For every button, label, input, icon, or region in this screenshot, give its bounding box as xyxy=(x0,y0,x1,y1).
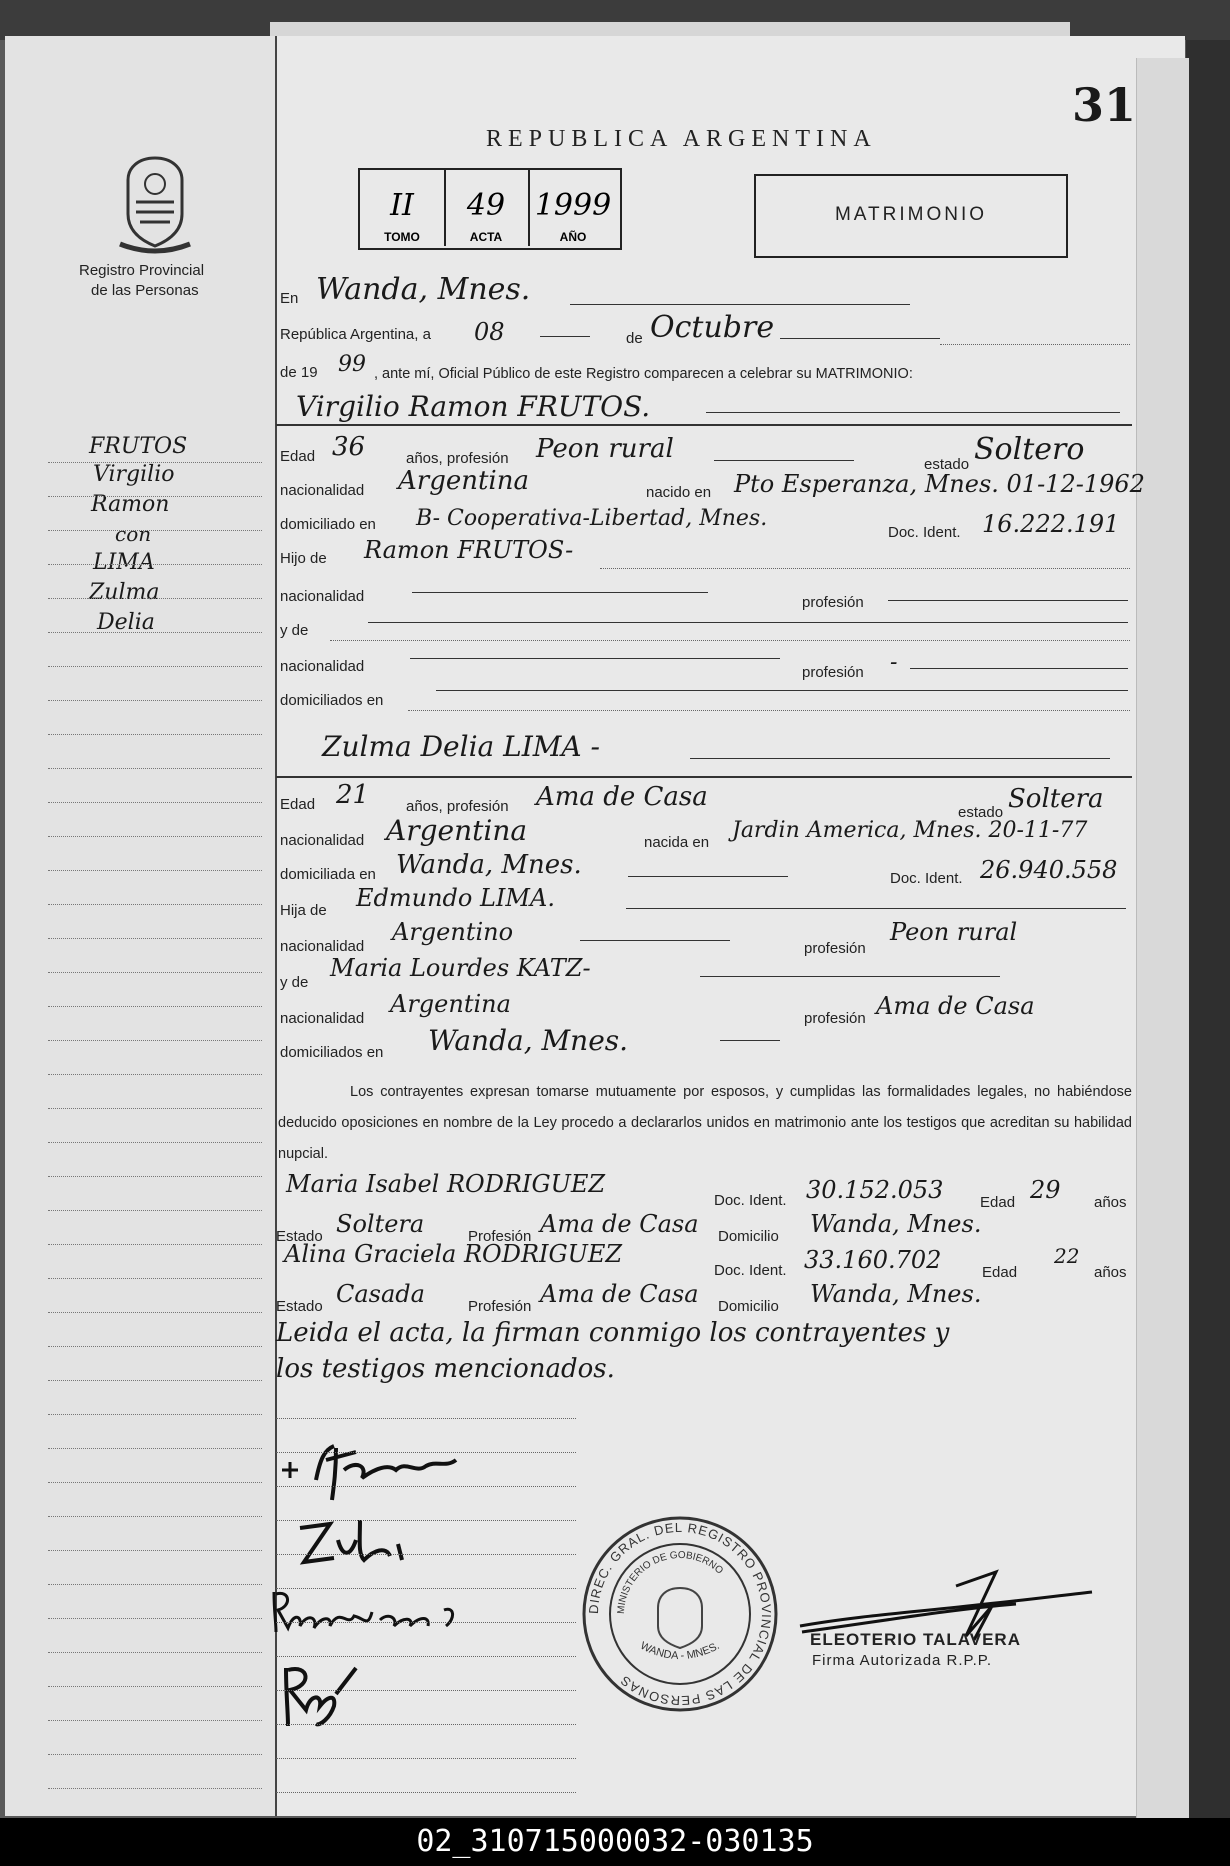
margin-ruled-line xyxy=(48,564,262,565)
witness2-dom-label: Domicilio xyxy=(718,1298,779,1315)
signature-ruled-line xyxy=(276,1690,576,1691)
bride-mnac-label: nacionalidad xyxy=(280,1010,365,1027)
margin-note-2: Virgilio xyxy=(93,462,175,487)
registry-line1: Registro Provincial xyxy=(79,262,205,279)
bride-birthplace: Jardin America, Mnes. 20-11-77 xyxy=(732,818,1088,843)
bride-mother-prof: Ama de Casa xyxy=(876,992,1035,1020)
signature-ruled-line xyxy=(276,1758,576,1759)
witness2-edad-label: Edad xyxy=(982,1264,1018,1281)
margin-ruled-line xyxy=(48,1210,262,1211)
witness2-prof-label: Profesión xyxy=(468,1298,532,1315)
closing-line1: Leida el acta, la firman conmigo los contrayentes y xyxy=(276,1318,950,1348)
margin-ruled-line xyxy=(48,1414,262,1415)
bride-parents-dom: Wanda, Mnes. xyxy=(428,1024,629,1057)
margin-ruled-line xyxy=(48,462,262,463)
bride-mprof-label: profesión xyxy=(804,1010,866,1027)
signature-ruled-line xyxy=(276,1792,576,1793)
tomo-label: TOMO xyxy=(384,230,420,244)
margin-note-5: LIMA xyxy=(93,550,155,575)
bride-mother-line xyxy=(700,976,1000,977)
official-title: Firma Autorizada R.P.P. xyxy=(812,1652,993,1669)
signature-ruled-line xyxy=(276,1656,576,1657)
tomo-value: II xyxy=(390,188,414,223)
groom-father: Ramon FRUTOS- xyxy=(364,536,574,564)
groom-mnac-line xyxy=(410,658,780,659)
bride-mother-nat: Argentina xyxy=(390,990,511,1018)
margin-ruled-line xyxy=(48,1686,262,1687)
record-number-box xyxy=(358,168,622,250)
file-id-footer: 02_310715000032-030135 xyxy=(0,1818,1230,1866)
groom-birthplace: Pto Esperanza, Mnes. 01-12-1962 xyxy=(734,470,1145,498)
witness1-doc-label: Doc. Ident. xyxy=(714,1192,787,1209)
margin-ruled-line xyxy=(48,1108,262,1109)
margin-ruled-line xyxy=(48,1754,262,1755)
witness1-dom-label: Domicilio xyxy=(718,1228,779,1245)
margin-ruled-line xyxy=(48,1244,262,1245)
groom-pdom-label: domiciliados en xyxy=(280,692,384,709)
day-line xyxy=(540,336,590,337)
bride-doc: 26.940.558 xyxy=(980,856,1118,884)
witness1-anos-label: años xyxy=(1094,1194,1127,1211)
right-sheet-edge xyxy=(1136,58,1189,1818)
bride-edad-label: Edad xyxy=(280,796,316,813)
signature-witness1 xyxy=(268,1582,468,1642)
margin-ruled-line xyxy=(48,1346,262,1347)
republica-label: República Argentina, a xyxy=(280,326,431,343)
groom-fnac-line xyxy=(412,592,708,593)
bride-yde-label: y de xyxy=(280,974,309,991)
registry-crest-icon xyxy=(110,154,200,254)
bride-father: Edmundo LIMA. xyxy=(356,884,555,912)
signature-ruled-line xyxy=(276,1452,576,1453)
de19-label: de 19 xyxy=(280,364,318,381)
margin-ruled-line xyxy=(48,768,262,769)
official-seal xyxy=(580,1514,780,1714)
margin-ruled-line xyxy=(48,632,262,633)
margin-note-1: FRUTOS xyxy=(89,434,188,459)
bride-age: 21 xyxy=(336,780,370,810)
groom-anos-label: años, profesión xyxy=(406,450,509,467)
margin-ruled-line xyxy=(48,700,262,701)
margin-ruled-line xyxy=(48,1482,262,1483)
ano-label: AÑO xyxy=(559,230,587,244)
witness2-name: Alina Graciela RODRIGUEZ xyxy=(284,1240,623,1268)
bride-father-prof: Peon rural xyxy=(890,918,1018,946)
groom-edad-label: Edad xyxy=(280,448,316,465)
witness2-status: Casada xyxy=(336,1280,425,1308)
groom-name-line xyxy=(706,412,1120,413)
bride-hija-label: Hija de xyxy=(280,902,327,919)
margin-ruled-line xyxy=(48,938,262,939)
margin-ruled-line xyxy=(48,1584,262,1585)
witness2-doc-label: Doc. Ident. xyxy=(714,1262,787,1279)
witness2-age: 22 xyxy=(1054,1244,1080,1268)
witness1-doc: 30.152.053 xyxy=(806,1176,944,1204)
groom-pdom-dots xyxy=(408,710,1130,711)
margin-ruled-line xyxy=(48,1550,262,1551)
bride-dom-label: domiciliada en xyxy=(280,866,376,883)
margin-ruled-line xyxy=(48,870,262,871)
groom-profession: Peon rural xyxy=(536,434,674,464)
bride-name: Zulma Delia LIMA - xyxy=(322,730,601,763)
registry-line2: de las Personas xyxy=(91,282,199,299)
margin-note-7: Delia xyxy=(97,610,155,635)
witness1-status: Soltera xyxy=(336,1210,425,1238)
matrimonio-box xyxy=(754,174,1068,258)
groom-nac-label: nacionalidad xyxy=(280,482,365,499)
acta-label: ACTA xyxy=(469,230,503,244)
margin-ruled-line xyxy=(48,1074,262,1075)
margin-ruled-line xyxy=(48,530,262,531)
margin-ruled-line xyxy=(48,1312,262,1313)
groom-mnac-label: nacionalidad xyxy=(280,658,365,675)
witness2-domicile: Wanda, Mnes. xyxy=(810,1280,982,1308)
groom-domicile: B- Cooperativa-Libertad, Mnes. xyxy=(416,506,768,531)
signature-witness2 xyxy=(276,1654,366,1734)
closing-line2: los testigos mencionados. xyxy=(276,1354,615,1384)
groom-fprof-label: profesión xyxy=(802,594,864,611)
witness2-estado-label: Estado xyxy=(276,1298,323,1315)
groom-section-divider xyxy=(276,424,1132,426)
margin-ruled-line xyxy=(48,802,262,803)
day-value: 08 xyxy=(474,318,505,346)
bride-anos-label: años, profesión xyxy=(406,798,509,815)
margin-ruled-line xyxy=(48,1516,262,1517)
groom-hijo-label: Hijo de xyxy=(280,550,327,567)
groom-mprof-label: profesión xyxy=(802,664,864,681)
groom-name: Virgilio Ramon FRUTOS. xyxy=(296,390,651,423)
groom-father-dots xyxy=(600,568,1130,569)
matrimonio-title: MATRIMONIO xyxy=(834,204,988,225)
ano-value: 1999 xyxy=(534,188,612,223)
bride-section-divider xyxy=(276,776,1132,778)
ante-label: , ante mí, Oficial Público de este Registro comparecen a celebrar su MATRIMONIO: xyxy=(374,366,913,382)
margin-ruled-line xyxy=(48,1448,262,1449)
country-title: REPUBLICA ARGENTINA xyxy=(486,126,877,152)
groom-doc-label: Doc. Ident. xyxy=(888,524,961,541)
groom-yde-label: y de xyxy=(280,622,309,639)
witness1-profession: Ama de Casa xyxy=(540,1210,699,1238)
margin-ruled-line xyxy=(48,1652,262,1653)
margin-ruled-line xyxy=(48,496,262,497)
year-value: 99 xyxy=(338,352,366,377)
bride-fprof-label: profesión xyxy=(804,940,866,957)
bride-name-line xyxy=(690,758,1110,759)
margin-ruled-line xyxy=(48,1006,262,1007)
bride-profession: Ama de Casa xyxy=(536,782,708,812)
margin-ruled-line xyxy=(48,1380,262,1381)
witness2-profession: Ama de Casa xyxy=(540,1280,699,1308)
month-line xyxy=(780,338,940,339)
groom-age: 36 xyxy=(332,432,366,462)
groom-mother-line xyxy=(368,622,1128,623)
svg-text:DIREC. GRAL. DEL REGISTRO PROV xyxy=(586,1520,774,1708)
groom-mother-dots xyxy=(330,640,1130,641)
witness1-estado-label: Estado xyxy=(276,1228,323,1245)
bride-fnac-label: nacionalidad xyxy=(280,938,365,955)
bride-pdom-label: domiciliados en xyxy=(280,1044,384,1061)
svg-text:WANDA - MNES. xyxy=(638,1640,721,1662)
margin-ruled-line xyxy=(48,598,262,599)
groom-mother-prof: - xyxy=(890,650,898,675)
groom-estado-label: estado xyxy=(924,456,970,473)
signature-ruled-line xyxy=(276,1486,576,1487)
margin-ruled-line xyxy=(48,1142,262,1143)
bride-doc-label: Doc. Ident. xyxy=(890,870,963,887)
groom-fprof-line xyxy=(888,600,1128,601)
witness2-anos-label: años xyxy=(1094,1264,1127,1281)
ano-cell xyxy=(528,170,618,246)
margin-ruled-line xyxy=(48,1618,262,1619)
tomo-cell xyxy=(360,170,446,246)
signature-ruled-line xyxy=(276,1724,576,1725)
seal-town-text: WANDA - MNES. xyxy=(638,1639,722,1663)
svg-text:MINISTERIO DE GOBIERNO xyxy=(616,1550,725,1614)
bride-mother: Maria Lourdes KATZ- xyxy=(330,954,591,982)
signature-ruled-line xyxy=(276,1520,576,1521)
margin-ruled-line xyxy=(48,734,262,735)
bride-nationality: Argentina xyxy=(386,814,528,847)
groom-dom-label: domiciliado en xyxy=(280,516,376,533)
declaration-text: Los contrayentes expresan tomarse mutuamente por esposos, y cumplidas las formalidades legales, no habiéndose deducido oposiciones en nombre de la Ley procedo a declararlos unidos en matrimonio ante los testigos que acreditan su habilidad nupcial. xyxy=(278,1084,1132,1162)
seal-crest-icon xyxy=(658,1588,702,1648)
en-label: En xyxy=(280,290,299,307)
witness1-edad-label: Edad xyxy=(980,1194,1016,1211)
margin-note-3: Ramon xyxy=(91,492,170,517)
margin-ruled-line xyxy=(48,1176,262,1177)
margin-ruled-line xyxy=(48,1720,262,1721)
bride-dom-line xyxy=(628,876,788,877)
margin-ruled-line xyxy=(48,836,262,837)
bride-domicile: Wanda, Mnes. xyxy=(396,850,582,880)
witness1-name: Maria Isabel RODRIGUEZ xyxy=(286,1170,606,1198)
margin-ruled-line xyxy=(48,1278,262,1279)
left-margin-column xyxy=(5,36,277,1816)
groom-fnac-label: nacionalidad xyxy=(280,588,365,605)
bride-father-nat: Argentino xyxy=(392,918,514,946)
place-value: Wanda, Mnes. xyxy=(316,272,531,307)
place-line xyxy=(570,304,910,305)
witness1-prof-label: Profesión xyxy=(468,1228,532,1245)
witness1-age: 29 xyxy=(1030,1176,1061,1204)
groom-nationality: Argentina xyxy=(398,466,529,496)
margin-note-4: con xyxy=(115,522,152,546)
month-dots xyxy=(940,344,1130,345)
bride-pdom-line xyxy=(720,1040,780,1041)
margin-note-6: Zulma xyxy=(89,580,160,605)
seal-outer-text: DIREC. GRAL. DEL REGISTRO PROVINCIAL DE LAS PERSONAS xyxy=(585,1519,775,1709)
groom-doc: 16.222.191 xyxy=(982,510,1120,538)
month-value: Octubre xyxy=(650,310,775,345)
margin-ruled-line xyxy=(48,972,262,973)
bride-nacida-label: nacida en xyxy=(644,834,710,851)
groom-mprof-line xyxy=(910,668,1128,669)
acta-cell xyxy=(444,170,530,246)
groom-status: Soltero xyxy=(974,432,1085,467)
acta-value: 49 xyxy=(466,188,506,223)
bride-father-line xyxy=(626,908,1126,909)
signature-ruled-line xyxy=(276,1418,576,1419)
page-number: 31 xyxy=(1072,78,1137,132)
groom-nacido-label: nacido en xyxy=(646,484,712,501)
seal-inner-text: MINISTERIO DE GOBIERNO xyxy=(615,1549,725,1615)
margin-ruled-line xyxy=(48,904,262,905)
margin-ruled-line xyxy=(48,1040,262,1041)
margin-ruled-line xyxy=(48,666,262,667)
bride-fnac-line xyxy=(580,940,730,941)
signature-ruled-line xyxy=(276,1588,576,1589)
signature-groom xyxy=(276,1430,466,1510)
bride-nac-label: nacionalidad xyxy=(280,832,365,849)
background-right xyxy=(1186,40,1230,1820)
groom-pdom-line xyxy=(436,690,1128,691)
bride-estado-label: estado xyxy=(958,804,1004,821)
signature-ruled-line xyxy=(276,1554,576,1555)
de-label: de xyxy=(626,330,643,347)
groom-prof-line xyxy=(714,460,854,461)
witness2-doc: 33.160.702 xyxy=(804,1246,942,1274)
official-name: ELEOTERIO TALAVERA xyxy=(810,1630,1021,1649)
bride-status: Soltera xyxy=(1008,784,1104,814)
margin-ruled-line xyxy=(48,1788,262,1789)
signature-ruled-line xyxy=(276,1622,576,1623)
witness1-domicile: Wanda, Mnes. xyxy=(810,1210,982,1238)
